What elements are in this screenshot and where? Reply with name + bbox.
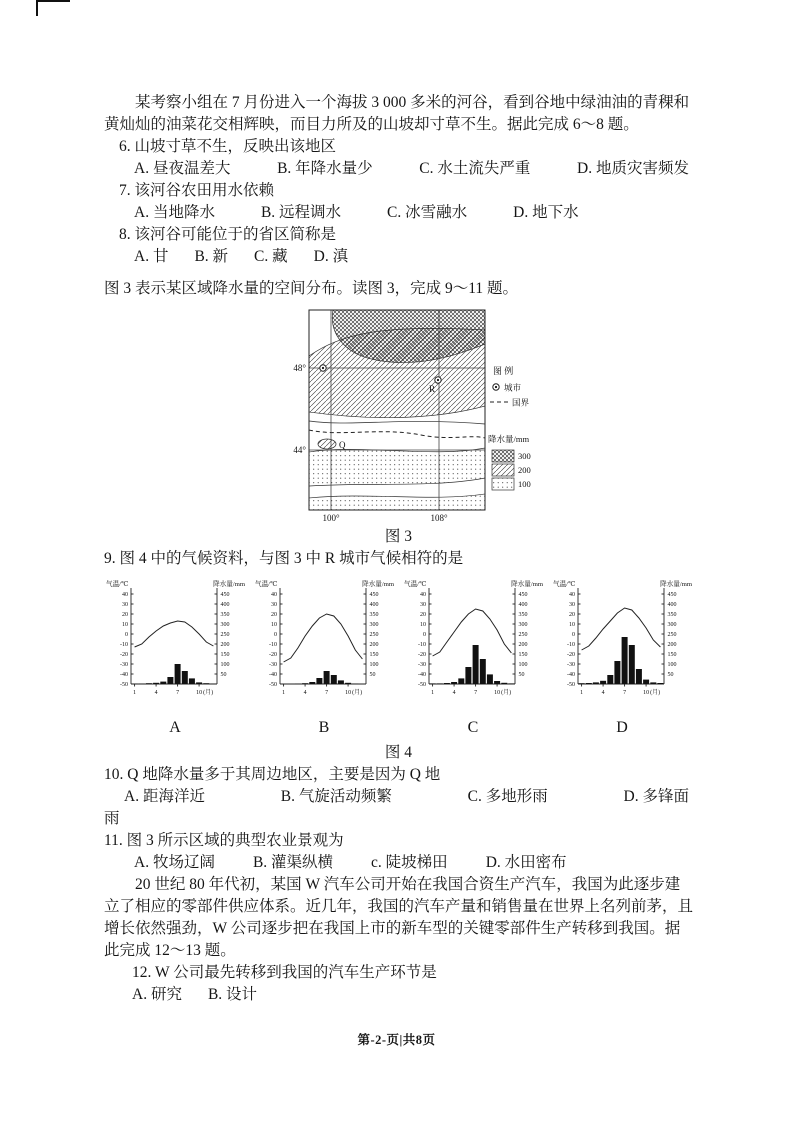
svg-text:200: 200 xyxy=(369,642,378,648)
svg-text:1: 1 xyxy=(132,690,136,696)
option-d: D. 滇 xyxy=(313,248,349,265)
svg-text:-10: -10 xyxy=(119,642,128,648)
svg-text:-20: -20 xyxy=(566,652,575,658)
svg-text:10: 10 xyxy=(493,690,500,696)
svg-text:30: 30 xyxy=(270,602,277,608)
svg-text:300: 300 xyxy=(667,622,676,628)
svg-text:10: 10 xyxy=(568,622,575,628)
svg-text:(月): (月) xyxy=(202,690,213,696)
climate-chart-d-label: D xyxy=(616,719,628,736)
question-12-options xyxy=(104,984,693,1006)
svg-text:200: 200 xyxy=(518,642,527,648)
option-d: D. 地质灾害频发 xyxy=(577,160,689,177)
option-c: c. 陡坡梯田 xyxy=(371,853,448,871)
question-7 xyxy=(104,180,693,224)
svg-text:400: 400 xyxy=(220,602,229,608)
svg-text:-30: -30 xyxy=(119,662,128,668)
svg-text:-50: -50 xyxy=(268,682,277,688)
svg-text:20: 20 xyxy=(270,612,277,618)
svg-text:-40: -40 xyxy=(268,672,277,678)
svg-text:100: 100 xyxy=(667,662,676,668)
svg-text:200: 200 xyxy=(667,642,676,648)
question-12 xyxy=(104,962,693,1006)
q-area xyxy=(318,439,336,449)
svg-text:400: 400 xyxy=(518,602,527,608)
svg-text:40: 40 xyxy=(121,592,128,598)
option-c: C. 藏 xyxy=(254,248,288,265)
svg-text:300: 300 xyxy=(518,622,527,628)
svg-text:4: 4 xyxy=(154,690,158,696)
svg-text:250: 250 xyxy=(667,632,676,638)
svg-text:100: 100 xyxy=(518,662,527,668)
map-legend xyxy=(488,365,531,490)
svg-text:20: 20 xyxy=(568,612,575,618)
question-12-stem: 12. W 公司最先转移到我国的汽车生产环节是 xyxy=(132,963,437,981)
legend-swatch-300 xyxy=(492,450,514,462)
lon-label-108: 108° xyxy=(429,513,448,523)
climate-chart-c-label: C xyxy=(467,719,479,736)
svg-text:0: 0 xyxy=(571,632,575,638)
question-11-options xyxy=(104,852,693,874)
svg-text:150: 150 xyxy=(220,652,229,658)
option-a: A. 研究 xyxy=(132,985,182,1003)
svg-text:450: 450 xyxy=(518,592,527,598)
svg-text:-10: -10 xyxy=(566,642,575,648)
city-label-q: Q xyxy=(338,440,345,450)
svg-text:0: 0 xyxy=(124,632,128,638)
svg-text:(月): (月) xyxy=(351,690,362,696)
svg-text:1: 1 xyxy=(579,690,583,696)
question-7-stem: 7. 该河谷农田用水依赖 xyxy=(119,182,275,199)
climate-chart-a-label: A xyxy=(169,719,181,736)
figure-3-caption: 图 3 xyxy=(384,528,413,545)
question-7-options xyxy=(104,202,693,224)
option-d: D. 多锋面 xyxy=(623,787,689,805)
climate-chart-col-a xyxy=(105,578,246,740)
svg-text:-40: -40 xyxy=(417,672,426,678)
svg-text:40: 40 xyxy=(419,592,426,598)
svg-text:气温/℃: 气温/℃ xyxy=(403,581,426,588)
svg-text:10: 10 xyxy=(344,690,351,696)
question-11 xyxy=(104,830,693,874)
climate-chart-a xyxy=(105,578,246,715)
svg-text:10: 10 xyxy=(642,690,649,696)
question-6-stem: 6. 山坡寸草不生，反映出该地区 xyxy=(119,138,337,155)
svg-text:0: 0 xyxy=(273,632,277,638)
svg-text:气温/℃: 气温/℃ xyxy=(105,581,128,588)
svg-text:7: 7 xyxy=(622,690,626,696)
question-10 xyxy=(104,764,693,830)
svg-text:-50: -50 xyxy=(417,682,426,688)
svg-text:450: 450 xyxy=(220,592,229,598)
option-b: B. 气旋活动频繁 xyxy=(280,787,392,805)
svg-text:-40: -40 xyxy=(119,672,128,678)
svg-text:20: 20 xyxy=(419,612,426,618)
climate-chart-b-label: B xyxy=(318,719,330,736)
legend-title: 图 例 xyxy=(492,366,513,376)
svg-text:(月): (月) xyxy=(649,690,660,696)
legend-swatch-200 xyxy=(492,464,514,476)
svg-text:150: 150 xyxy=(369,652,378,658)
svg-text:10: 10 xyxy=(121,622,128,628)
svg-text:50: 50 xyxy=(369,672,375,678)
svg-text:-30: -30 xyxy=(566,662,575,668)
svg-text:10: 10 xyxy=(195,690,202,696)
svg-text:1: 1 xyxy=(281,690,285,696)
question-6 xyxy=(104,136,693,180)
page-footer: 第-2-页|共8页 xyxy=(357,1033,436,1047)
svg-text:200: 200 xyxy=(220,642,229,648)
scan-artifact xyxy=(36,0,70,16)
city-dot xyxy=(321,367,323,369)
climate-chart-c xyxy=(403,578,544,715)
svg-text:(月): (月) xyxy=(500,690,511,696)
svg-text:7: 7 xyxy=(324,690,328,696)
question-10-option-d-wrap: 雨 xyxy=(104,809,120,827)
svg-text:250: 250 xyxy=(220,632,229,638)
svg-text:-20: -20 xyxy=(119,652,128,658)
question-6-options xyxy=(104,158,693,180)
svg-text:7: 7 xyxy=(473,690,477,696)
climate-chart-col-b xyxy=(254,578,395,740)
question-10-options xyxy=(104,786,693,808)
legend-class-100: 100 xyxy=(517,479,531,489)
passage-1: 某考察小组在 7 月份进入一个海拔 3 000 多米的河谷，看到谷地中绿油油的青稞和黄灿灿的油菜花交相辉映，而目力所及的山坡却寸草不生。据此完成 6～8 题。 xyxy=(104,94,690,133)
svg-text:-30: -30 xyxy=(268,662,277,668)
legend-precip-title: 降水量/mm xyxy=(487,434,529,444)
option-d: D. 地下水 xyxy=(513,204,579,221)
svg-text:350: 350 xyxy=(667,612,676,618)
legend-class-300: 300 xyxy=(517,451,531,461)
svg-text:10: 10 xyxy=(270,622,277,628)
option-c: C. 水土流失严重 xyxy=(419,160,531,177)
city-label-r: R xyxy=(428,384,435,394)
svg-text:4: 4 xyxy=(303,690,307,696)
climate-chart-d xyxy=(552,578,693,715)
option-c: C. 冰雪融水 xyxy=(387,204,468,221)
svg-text:-10: -10 xyxy=(417,642,426,648)
svg-text:400: 400 xyxy=(369,602,378,608)
svg-text:350: 350 xyxy=(518,612,527,618)
legend-city-label: 城市 xyxy=(503,382,521,393)
svg-text:300: 300 xyxy=(220,622,229,628)
svg-text:150: 150 xyxy=(667,652,676,658)
svg-text:50: 50 xyxy=(518,672,524,678)
svg-text:350: 350 xyxy=(369,612,378,618)
question-8 xyxy=(104,224,693,268)
svg-text:250: 250 xyxy=(369,632,378,638)
lon-label-100: 100° xyxy=(321,513,340,523)
passage-2: 20 世纪 80 年代初，某国 W 汽车公司开始在我国合资生产汽车，我国为此逐步建立了相应的零部件供应体系。近几年，我国的汽车产量和销售量在世界上名列前茅，且增长依然强劲，W 公司逐步把在我国上市的新车型的关键零部件生产转移到我国。据此完成 12～13 题。 xyxy=(104,875,694,959)
option-c: C. 多地形雨 xyxy=(467,787,548,805)
svg-text:-20: -20 xyxy=(417,652,426,658)
climate-chart-col-c xyxy=(403,578,544,740)
option-a: A. 当地降水 xyxy=(134,204,215,221)
svg-text:降水量/mm: 降水量/mm xyxy=(659,581,692,588)
option-d: D. 水田密布 xyxy=(485,853,567,871)
option-a: A. 昼夜温差大 xyxy=(134,160,231,177)
svg-text:400: 400 xyxy=(667,602,676,608)
svg-text:100: 100 xyxy=(220,662,229,668)
lat-label-44: 44° xyxy=(292,445,306,455)
svg-text:7: 7 xyxy=(175,690,179,696)
svg-text:30: 30 xyxy=(419,602,426,608)
option-b: B. 灌渠纵横 xyxy=(252,853,334,871)
svg-text:150: 150 xyxy=(518,652,527,658)
svg-text:0: 0 xyxy=(422,632,426,638)
climate-chart-b xyxy=(254,578,395,715)
svg-text:40: 40 xyxy=(568,592,575,598)
lat-label-48: 48° xyxy=(292,363,306,373)
svg-text:450: 450 xyxy=(369,592,378,598)
svg-text:450: 450 xyxy=(667,592,676,598)
option-a: A. 甘 xyxy=(134,248,169,265)
svg-text:-50: -50 xyxy=(119,682,128,688)
svg-text:300: 300 xyxy=(369,622,378,628)
svg-text:-50: -50 xyxy=(566,682,575,688)
svg-text:降水量/mm: 降水量/mm xyxy=(212,581,245,588)
city-dot-r xyxy=(436,379,438,381)
map-panel xyxy=(293,310,485,523)
option-b: B. 设计 xyxy=(207,985,258,1003)
question-11-stem: 11. 图 3 所示区域的典型农业景观为 xyxy=(104,831,344,849)
option-a: A. 牧场辽阔 xyxy=(134,853,215,871)
svg-text:20: 20 xyxy=(121,612,128,618)
legend-swatch-100 xyxy=(492,478,514,490)
option-b: B. 年降水量少 xyxy=(277,160,373,177)
svg-text:气温/℃: 气温/℃ xyxy=(552,581,575,588)
svg-text:30: 30 xyxy=(121,602,128,608)
option-b: B. 远程调水 xyxy=(260,204,342,221)
option-a: A. 距海洋近 xyxy=(124,787,205,805)
question-8-stem: 8. 该河谷可能位于的省区简称是 xyxy=(119,226,337,243)
svg-text:-40: -40 xyxy=(566,672,575,678)
svg-text:气温/℃: 气温/℃ xyxy=(254,581,277,588)
svg-text:350: 350 xyxy=(220,612,229,618)
question-9 xyxy=(104,548,693,570)
legend-border-label: 国界 xyxy=(511,397,529,408)
svg-text:10: 10 xyxy=(419,622,426,628)
svg-text:-10: -10 xyxy=(268,642,277,648)
svg-text:降水量/mm: 降水量/mm xyxy=(510,581,543,588)
svg-text:50: 50 xyxy=(667,672,673,678)
option-b: B. 新 xyxy=(194,248,229,265)
svg-text:100: 100 xyxy=(369,662,378,668)
question-9-stem: 9. 图 4 中的气候资料，与图 3 中 R 城市气候相符的是 xyxy=(104,550,464,567)
question-8-options xyxy=(104,246,693,268)
svg-text:4: 4 xyxy=(601,690,605,696)
svg-text:40: 40 xyxy=(270,592,277,598)
svg-text:50: 50 xyxy=(220,672,226,678)
svg-text:降水量/mm: 降水量/mm xyxy=(361,581,394,588)
svg-text:1: 1 xyxy=(430,690,434,696)
svg-text:30: 30 xyxy=(568,602,575,608)
precipitation-map xyxy=(281,306,543,524)
svg-text:-30: -30 xyxy=(417,662,426,668)
question-10-stem: 10. Q 地降水量多于其周边地区，主要是因为 Q 地 xyxy=(104,765,441,783)
figure-3 xyxy=(130,306,693,524)
svg-text:-20: -20 xyxy=(268,652,277,658)
svg-text:4: 4 xyxy=(452,690,456,696)
svg-text:250: 250 xyxy=(518,632,527,638)
figure-4 xyxy=(104,578,693,740)
figure-3-intro: 图 3 表示某区域降水量的空间分布。读图 3，完成 9～11 题。 xyxy=(104,280,519,297)
climate-chart-col-d xyxy=(552,578,693,740)
legend-class-200: 200 xyxy=(517,465,531,475)
figure-4-caption: 图 4 xyxy=(384,743,413,761)
